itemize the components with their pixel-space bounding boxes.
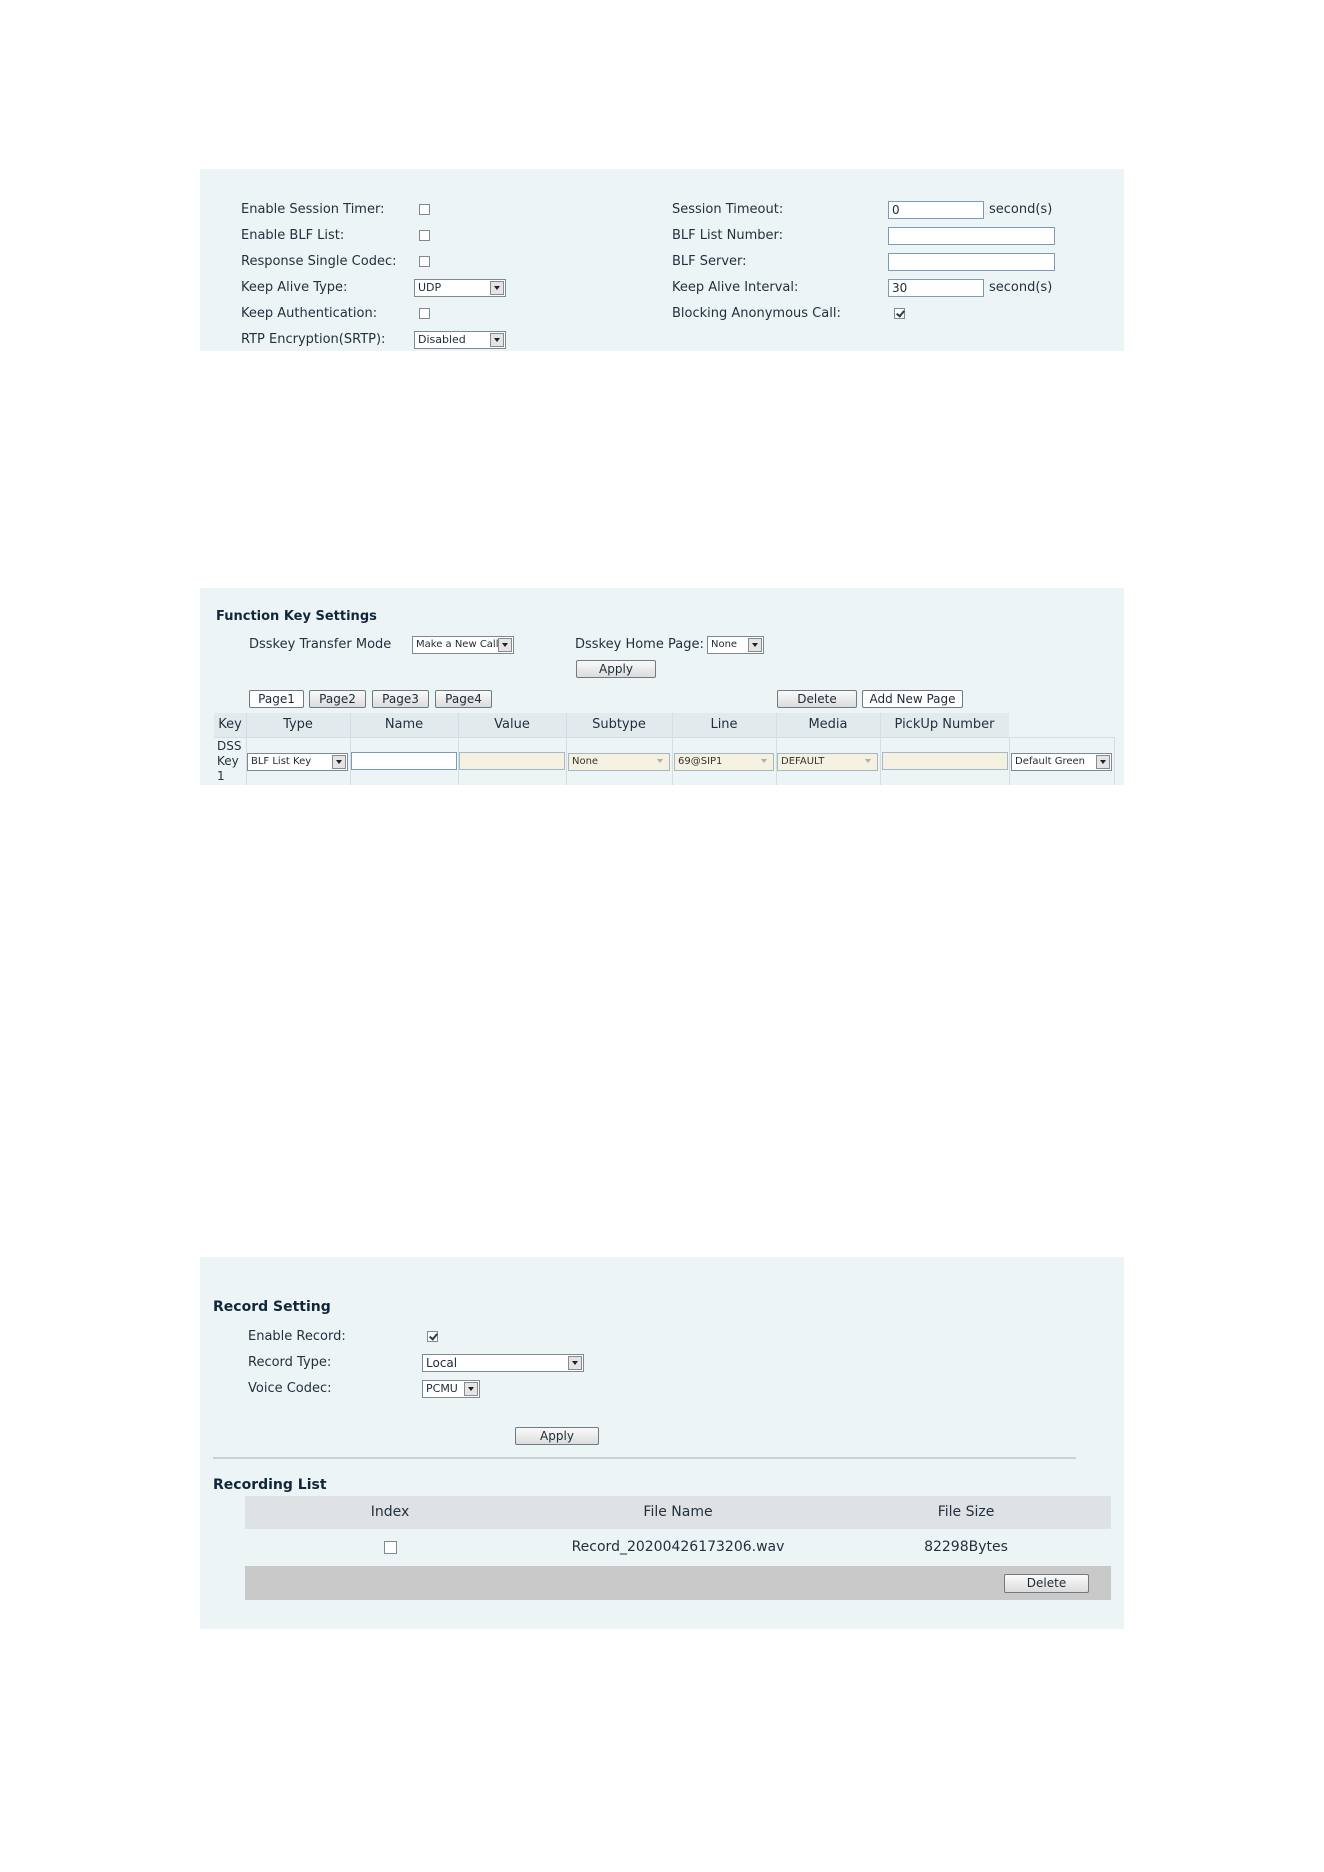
keep-alive-interval-unit: second(s) [989,280,1053,295]
dsskey-transfer-mode-value: Make a New Call [416,639,499,650]
column-header-index: Index [370,1504,410,1520]
recording-list-footer [245,1566,1111,1600]
page1-button[interactable]: Page1 [249,690,304,708]
column-divider [776,713,777,785]
enable-record-label: Enable Record: [248,1329,346,1344]
chevron-down-icon [332,755,346,769]
enable-record-checkbox[interactable] [427,1331,438,1342]
column-header-media: Media [808,717,848,732]
dsskey-home-page-label: Dsskey Home Page: [575,637,704,652]
dss-key-label-line2: Key [217,754,239,768]
blocking-anonymous-call-checkbox[interactable] [894,308,905,319]
column-divider [1114,737,1115,785]
dss-key-type-select[interactable] [247,753,348,771]
response-single-codec-checkbox[interactable] [419,256,430,267]
column-header-pickup-number: PickUp Number [894,717,995,732]
dss-key-name-input[interactable] [351,752,457,770]
function-key-apply-button[interactable]: Apply [576,660,656,678]
dsskey-home-page-value: None [711,639,738,650]
chevron-down-icon [862,755,876,769]
add-new-page-button[interactable]: Add New Page [862,690,963,708]
session-timeout-input[interactable]: 0 [888,201,984,219]
column-header-name: Name [384,717,424,732]
recording-row-checkbox[interactable] [384,1541,397,1554]
page2-button[interactable]: Page2 [309,690,366,708]
column-header-subtype: Subtype [592,717,646,732]
dss-key-media-select[interactable] [777,753,878,771]
dss-key-type-value: BLF List Key [251,756,312,767]
chevron-down-icon [748,638,762,652]
session-timeout-label: Session Timeout: [672,202,784,217]
voice-codec-select[interactable] [422,1380,480,1398]
chevron-down-icon [758,755,772,769]
dss-key-line-select[interactable] [674,753,774,771]
keep-alive-type-label: Keep Alive Type: [241,280,348,295]
recording-file-name: Record_20200426173206.wav [571,1539,785,1555]
record-type-value: Local [426,1356,458,1370]
record-type-select[interactable] [422,1354,584,1372]
column-header-file-name: File Name [643,1504,713,1520]
chevron-down-icon [490,333,504,347]
dss-key-pickup-number-input[interactable] [882,752,1008,770]
voice-codec-value: PCMU [426,1382,458,1395]
page4-button[interactable]: Page4 [435,690,492,708]
recording-delete-button[interactable]: Delete [1004,1574,1089,1593]
enable-blf-list-checkbox[interactable] [419,230,430,241]
record-type-label: Record Type: [248,1355,332,1370]
delete-page-button[interactable]: Delete [777,690,857,708]
column-divider [246,713,247,785]
dss-key-subtype-value: None [572,756,599,767]
column-divider [880,713,881,785]
recording-file-size: 82298Bytes [924,1539,1008,1555]
keep-alive-type-value: UDP [418,281,442,294]
dss-key-color-value: Default Green [1015,756,1085,767]
page3-button[interactable]: Page3 [372,690,429,708]
dss-key-color-select[interactable] [1011,753,1112,771]
recording-list-title: Recording List [213,1477,327,1493]
chevron-down-icon [1096,755,1110,769]
dss-key-subtype-select[interactable] [568,753,670,771]
chevron-down-icon [654,755,668,769]
column-divider [458,713,459,785]
voice-codec-label: Voice Codec: [248,1381,332,1396]
dss-key-line-value: 69@SIP1 [678,756,723,767]
rtp-encryption-value: Disabled [418,333,466,346]
response-single-codec-label: Response Single Codec: [241,254,397,269]
record-setting-title: Record Setting [213,1299,331,1315]
enable-session-timer-checkbox[interactable] [419,204,430,215]
column-header-value: Value [494,717,530,732]
chevron-down-icon [490,281,504,295]
column-divider [350,713,351,785]
row-divider [214,737,1114,738]
column-divider [1009,737,1010,785]
dss-key-media-value: DEFAULT [781,756,825,767]
session-timeout-unit: second(s) [989,202,1053,217]
blf-list-number-label: BLF List Number: [672,228,784,243]
enable-session-timer-label: Enable Session Timer: [241,202,385,217]
keep-alive-interval-label: Keep Alive Interval: [672,280,799,295]
keep-alive-interval-input[interactable]: 30 [888,279,984,297]
blf-server-input[interactable] [888,253,1055,271]
dsskey-transfer-mode-label: Dsskey Transfer Mode [249,637,392,652]
column-header-file-size: File Size [937,1504,995,1520]
column-header-type: Type [283,717,313,732]
chevron-down-icon [464,1382,478,1396]
dsskey-home-page-select[interactable] [707,636,764,654]
blocking-anonymous-call-label: Blocking Anonymous Call: [672,306,841,321]
chevron-down-icon [498,638,512,652]
record-apply-button[interactable]: Apply [515,1427,599,1445]
keep-alive-type-select[interactable] [414,279,506,297]
column-header-key: Key [218,717,242,732]
dss-key-label-line3: 1 [217,769,225,783]
rtp-encryption-select[interactable] [414,331,506,349]
column-divider [566,713,567,785]
dsskey-transfer-mode-select[interactable] [412,636,514,654]
keep-authentication-label: Keep Authentication: [241,306,378,321]
blf-server-label: BLF Server: [672,254,747,269]
blf-list-number-input[interactable] [888,227,1055,245]
keep-authentication-checkbox[interactable] [419,308,430,319]
function-key-settings-title: Function Key Settings [216,609,377,624]
dss-key-value-input[interactable] [459,752,565,770]
rtp-encryption-label: RTP Encryption(SRTP): [241,332,386,347]
chevron-down-icon [568,1356,582,1370]
enable-blf-list-label: Enable BLF List: [241,228,345,243]
column-header-line: Line [710,717,738,732]
column-divider [672,713,673,785]
section-divider [213,1457,1076,1459]
dss-key-label-line1: DSS [217,739,242,753]
